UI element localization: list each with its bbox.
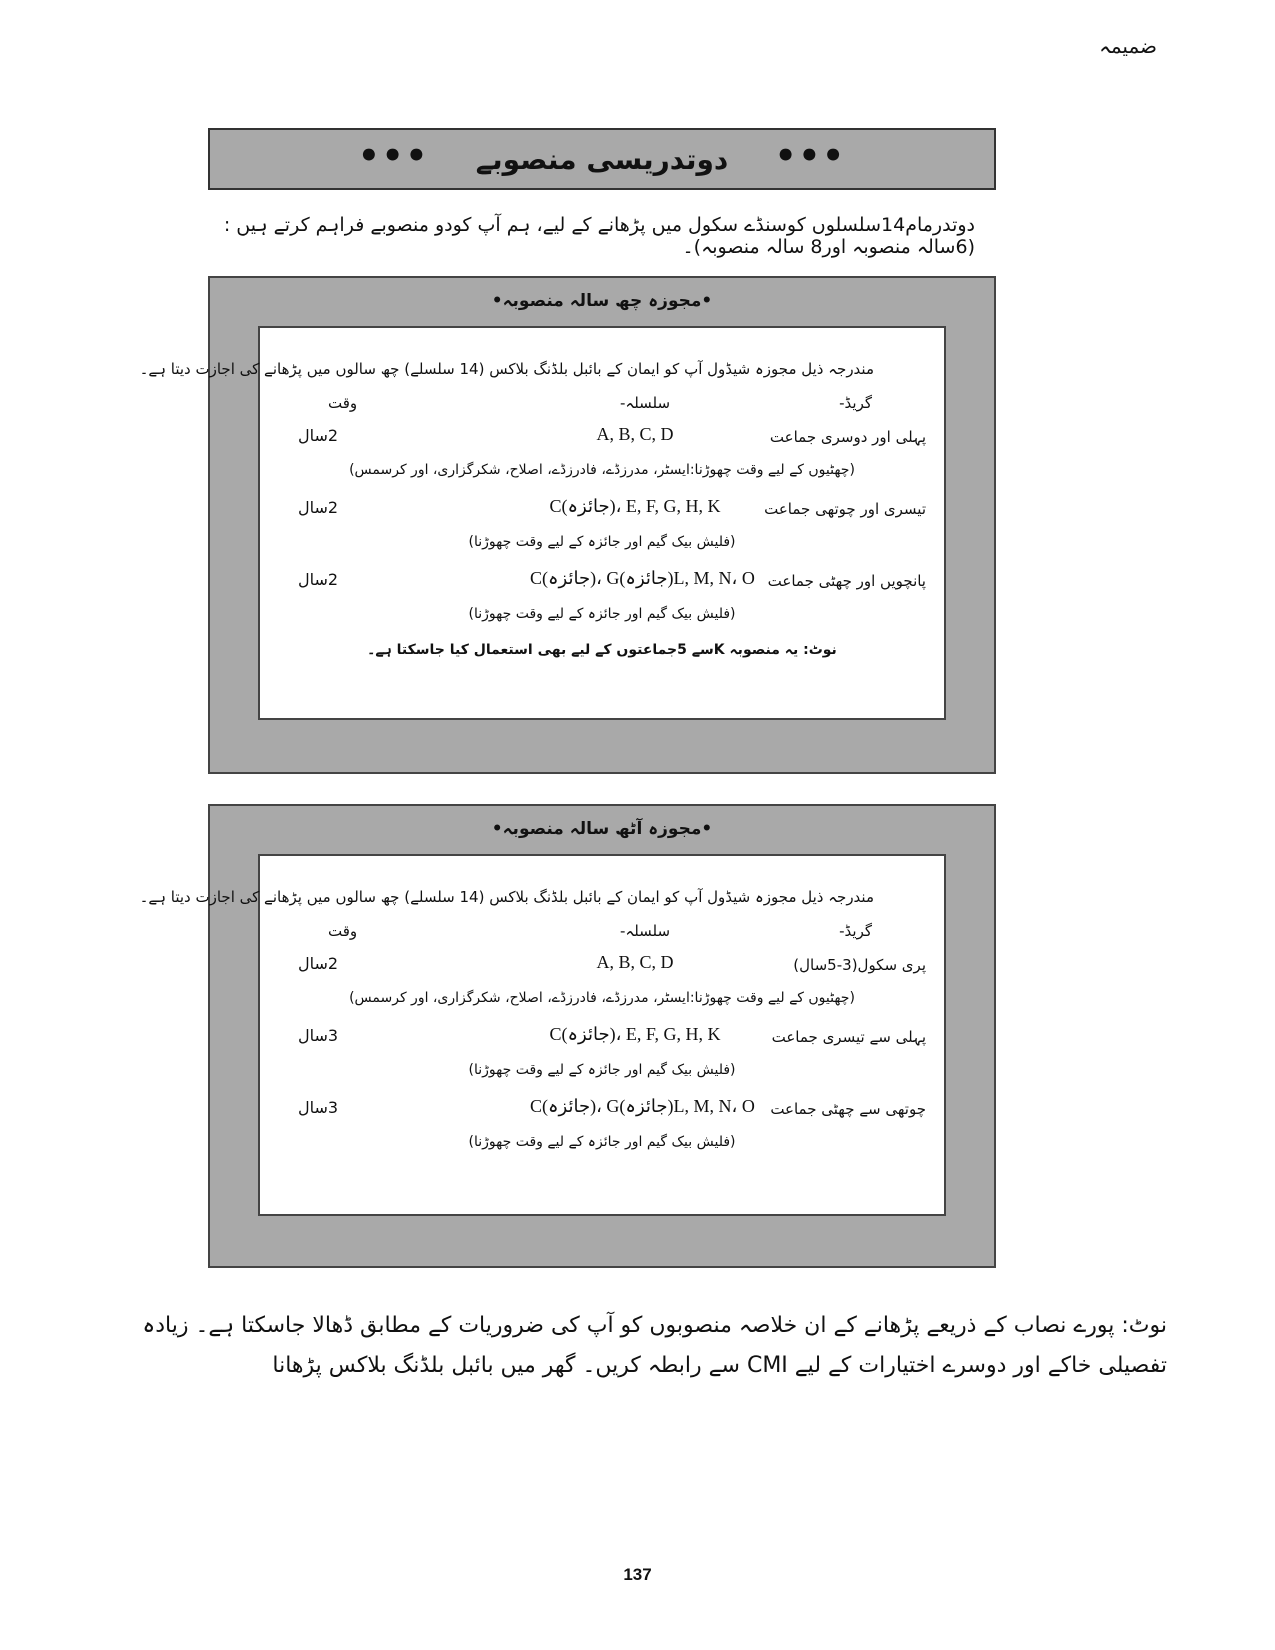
row-note: (فلیش بیک گیم اور جائزہ کے لیے وقت چھوڑنا) <box>468 1134 736 1150</box>
row-time: 2سال <box>298 498 339 517</box>
row-series: A, B, C, D <box>596 952 674 972</box>
row-series: C(جائزہ)، G(جائزہ)L, M, N، O <box>530 568 755 588</box>
row-grade: چوتھی سے چھٹی جماعت <box>770 1100 926 1118</box>
header-grade: گریڈ- <box>839 394 872 412</box>
appendix-label: ضمیمہ <box>1099 34 1157 58</box>
header-time: وقت <box>328 394 358 412</box>
row-note: (فلیش بیک گیم اور جائزہ کے لیے وقت چھوڑنا) <box>468 1062 736 1078</box>
plan-description: مندرجہ ذیل مجوزہ شیڈول آپ کو ایمان کے بائبل بلڈنگ بلاکس (14 سلسلے) چھ سالوں میں پڑھانے کی اجازت دیتا ہے۔ <box>139 888 874 906</box>
row-series: C(جائزہ)، G(جائزہ)L, M, N، O <box>530 1096 755 1116</box>
row-note: (فلیش بیک گیم اور جائزہ کے لیے وقت چھوڑنا) <box>468 534 736 550</box>
title-dots-left: ••• <box>358 136 430 176</box>
row-series: A, B, C, D <box>596 424 674 444</box>
row-time: 2سال <box>298 570 339 589</box>
eight-year-plan-box <box>139 804 996 1268</box>
plan-description: مندرجہ ذیل مجوزہ شیڈول آپ کو ایمان کے بائبل بلڈنگ بلاکس (14 سلسلے) چھ سالوں میں پڑھانے کی اجازت دیتا ہے۔ <box>139 360 874 378</box>
row-grade: پری سکول(3-5سال) <box>793 956 926 974</box>
row-series: C(جائزہ)، E, F, G, H, K <box>549 1024 721 1044</box>
footer-note: نوٹ: پورے نصاب کے ذریعے پڑھانے کے ان خلاصہ منصوبوں کو آپ کی ضروریات کے مطابق ڈھالا جاسکتا ہے۔ زیادہ تفصیلی خاکے اور دوسرے اختیارات کے لیے CMI سے رابطہ کریں۔ گھر میں بائبل بلڈنگ بلاکس پڑھانا <box>142 1313 1167 1378</box>
six-year-plan-box <box>139 276 996 774</box>
eight-year-plan-table <box>139 854 946 1216</box>
row-note: (چھٹیوں کے لیے وقت چھوڑنا:ایسٹر، مدرزڈے، فادرزڈے، اصلاح، شکرگزاری، اور کرسمس) <box>349 462 855 478</box>
row-time: 3سال <box>298 1026 339 1045</box>
header-grade: گریڈ- <box>839 922 872 940</box>
row-grade: پانچویں اور چھٹی جماعت <box>767 572 926 590</box>
row-series: C(جائزہ)، E, F, G, H, K <box>549 496 721 516</box>
row-grade: پہلی سے تیسری جماعت <box>771 1028 926 1046</box>
title-banner <box>208 128 996 190</box>
header-series: سلسلہ- <box>620 922 671 940</box>
header-time: وقت <box>328 922 358 940</box>
header-series: سلسلہ- <box>620 394 671 412</box>
row-note: (فلیش بیک گیم اور جائزہ کے لیے وقت چھوڑنا) <box>468 606 736 622</box>
row-note: (چھٹیوں کے لیے وقت چھوڑنا:ایسٹر، مدرزڈے، فادرزڈے، اصلاح، شکرگزاری، اور کرسمس) <box>349 990 855 1006</box>
intro-paragraph: دوتدرمام14سلسلوں کوسنڈے سکول میں پڑھانے کے لیے، ہم آپ کودو منصوبے فراہم کرتے ہیں :(6سالہ منصوبہ اور8 سالہ منصوبہ)۔ <box>223 214 975 258</box>
page-title: دوتدریسی منصوبے <box>475 142 729 176</box>
six-year-plan-table <box>139 326 946 720</box>
row-grade: پہلی اور دوسری جماعت <box>769 428 926 446</box>
row-time: 2سال <box>298 426 339 445</box>
row-time: 3سال <box>298 1098 339 1117</box>
title-dots-right: ••• <box>774 136 846 176</box>
row-time: 2سال <box>298 954 339 973</box>
row-grade: تیسری اور چوتھی جماعت <box>764 500 926 518</box>
six-year-plan-title: •مجوزہ چھ سالہ منصوبہ• <box>491 291 713 311</box>
page-number: 137 <box>623 1565 652 1584</box>
eight-year-plan-title: •مجوزہ آٹھ سالہ منصوبہ• <box>491 819 713 839</box>
plan-footnote: نوٹ: یہ منصوبہ Kسے 5جماعتوں کے لیے بھی استعمال کیا جاسکتا ہے۔ <box>367 642 837 658</box>
